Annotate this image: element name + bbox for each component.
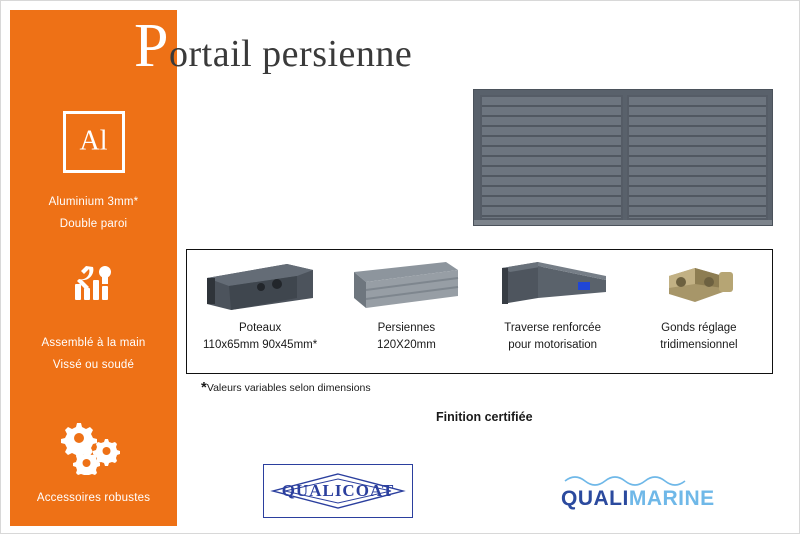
- adjustable-hinge-icon: [649, 258, 749, 316]
- aluminium-icon-label: Al: [79, 125, 108, 157]
- certification-heading: Finition certifiée: [436, 410, 533, 424]
- post-profile-icon: [201, 258, 319, 316]
- sidebar: [10, 10, 177, 526]
- footnote-star: *: [201, 379, 207, 396]
- sidebar-block-aluminium: [10, 111, 177, 235]
- sidebar-label-aluminium-1: Aluminium 3mm*: [48, 196, 139, 208]
- component-gonds-sub: tridimensionnel: [660, 339, 738, 351]
- component-gonds: [626, 250, 772, 373]
- component-gonds-label: Gonds réglage: [661, 322, 737, 334]
- component-traverse-sub: pour motorisation: [508, 339, 598, 351]
- qualimarine-text-b: MARINE: [628, 487, 715, 510]
- sidebar-label-assembly-1: Assemblé à la main: [41, 337, 146, 349]
- component-poteaux: [187, 250, 333, 373]
- qualimarine-wave-icon: [561, 471, 721, 487]
- components-box: [186, 249, 773, 374]
- footnote-text: Valeurs variables selon dimensions: [206, 382, 371, 394]
- component-traverse: [480, 250, 626, 373]
- component-poteaux-label: Poteaux: [239, 322, 282, 334]
- sidebar-label-accessories-1: Accessoires robustes: [36, 492, 151, 504]
- sidebar-label-aluminium-2: Double paroi: [59, 218, 128, 230]
- component-traverse-label: Traverse renforcée: [504, 322, 601, 334]
- gate-leaf-right: [627, 95, 768, 220]
- sidebar-block-accessories: [10, 417, 177, 509]
- qualimarine-logo: [561, 471, 721, 511]
- reinforced-rail-icon: [494, 258, 612, 316]
- footnote: [201, 379, 371, 396]
- qualicoat-text: QUALICOAT: [281, 481, 395, 500]
- gate-leaf-left: [480, 95, 623, 220]
- qualicoat-logo: [263, 464, 413, 518]
- sidebar-label-assembly-2: Vissé ou soudé: [52, 359, 135, 371]
- page-title-initial: P: [134, 12, 169, 80]
- page-title: [134, 12, 413, 80]
- sidebar-block-assembly: [10, 262, 177, 376]
- page-title-rest: ortail persienne: [168, 33, 413, 75]
- gate-ground: [474, 220, 772, 225]
- component-poteaux-dims: 110x65mm 90x45mm*: [203, 339, 318, 351]
- component-persiennes-dims: 120X20mm: [376, 339, 436, 351]
- component-persiennes: [333, 250, 479, 373]
- gears-icon: [61, 417, 127, 475]
- aluminium-square-icon: [63, 111, 125, 173]
- wrench-tools-icon: [65, 262, 123, 320]
- louvre-slats-icon: [350, 258, 462, 316]
- component-persiennes-label: Persiennes: [377, 322, 436, 334]
- gate-photo: [473, 89, 773, 226]
- qualimarine-text-a: QUALI: [561, 487, 629, 510]
